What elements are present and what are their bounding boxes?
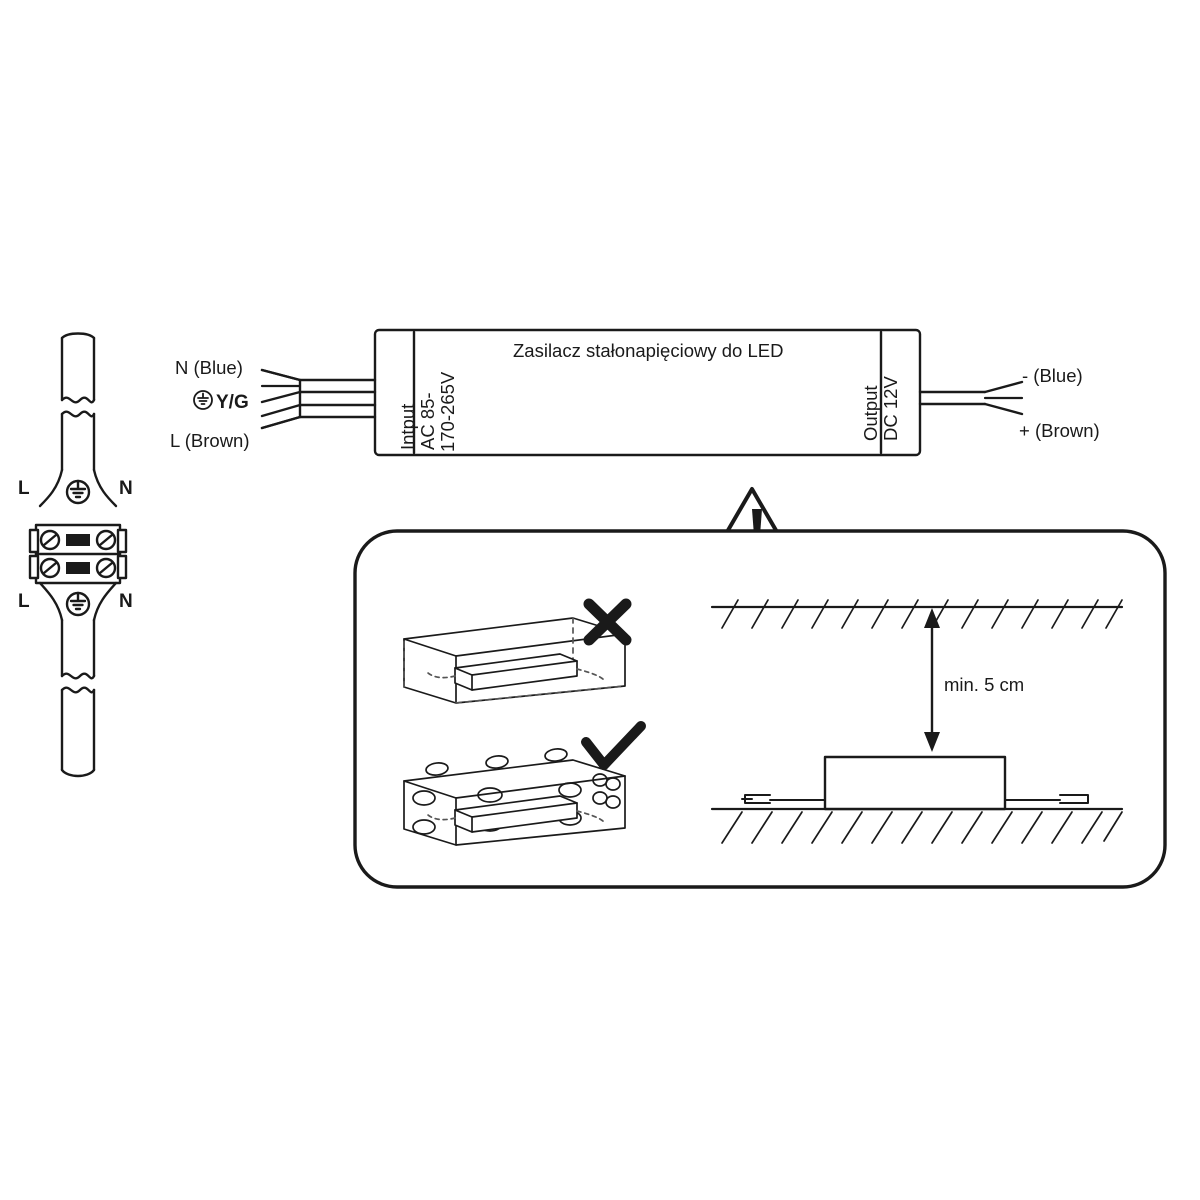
- driver-input-label-2: AC 85-: [417, 392, 438, 450]
- terminal-label-top-left: L: [18, 478, 30, 499]
- input-wire-group: [262, 370, 375, 428]
- driver-body-label: Zasilacz stałonapięciowy do LED: [513, 340, 784, 361]
- input-live-label: L (Brown): [170, 430, 250, 451]
- terminal-label-bottom-right: N: [119, 591, 133, 612]
- input-ground-label: Y/G: [216, 392, 249, 413]
- driver-input-label-3: 170-265V: [437, 371, 458, 452]
- input-neutral-label: N (Blue): [175, 357, 243, 378]
- terminal-label-top-right: N: [119, 478, 133, 499]
- terminal-label-bottom-left: L: [18, 591, 30, 612]
- driver-output-label-1: Output: [860, 385, 881, 441]
- output-wire-group: [920, 382, 1022, 414]
- output-positive-label: + (Brown): [1019, 420, 1100, 441]
- driver-output-label-2: DC 12V: [880, 376, 901, 441]
- output-negative-label: - (Blue): [1022, 365, 1083, 386]
- clearance-label: min. 5 cm: [944, 674, 1025, 695]
- earth-ground-icon: [192, 389, 214, 411]
- cable-terminal-assembly: [30, 334, 126, 777]
- driver-input-label-1: Intput: [397, 403, 418, 450]
